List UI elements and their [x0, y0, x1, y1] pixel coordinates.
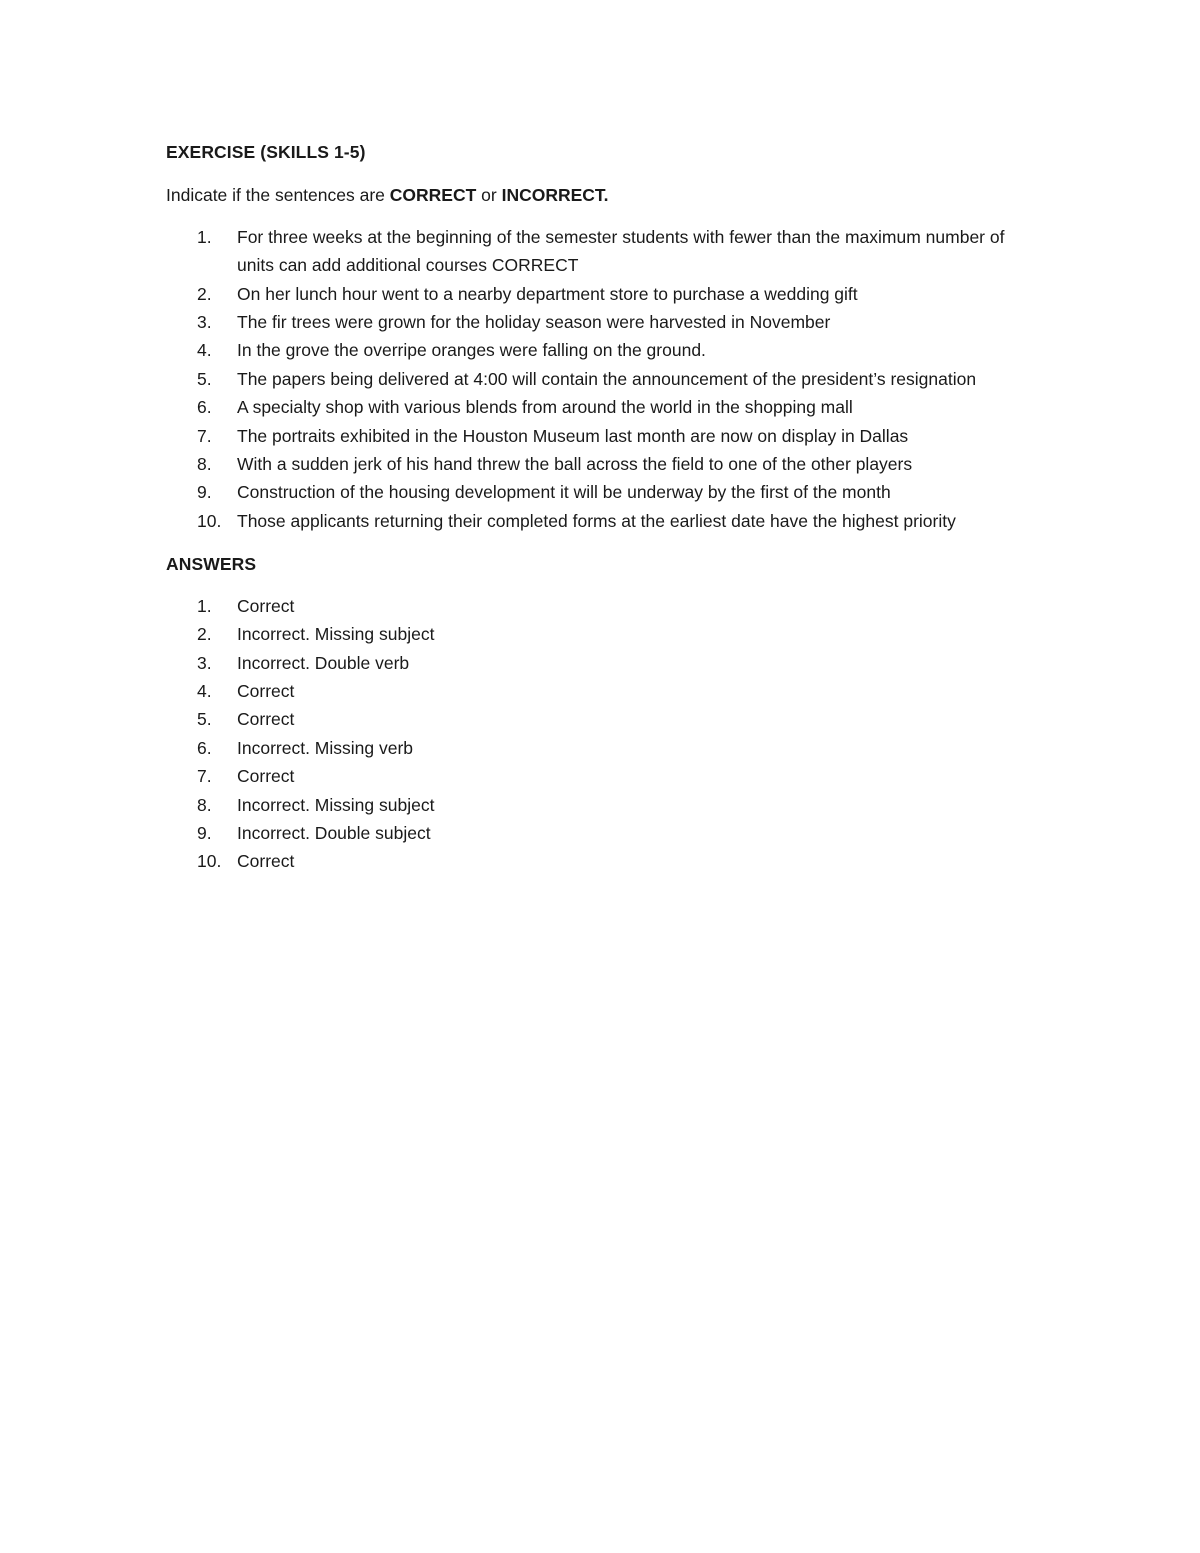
question-text: The papers being delivered at 4:00 will contain the announcement of the president’s resignation — [237, 368, 977, 389]
question-item — [166, 393, 1046, 421]
answer-number: 3. — [197, 652, 212, 673]
answer-number: 1. — [197, 595, 212, 616]
question-text: Those applicants returning their completed forms at the earliest date have the highest priority — [237, 510, 956, 531]
exercise-title: EXERCISE (SKILLS 1-5) — [166, 142, 366, 162]
answer-text: Incorrect. Double verb — [237, 652, 410, 673]
question-number: 9. — [197, 482, 212, 503]
question-number: 3. — [197, 312, 212, 333]
question-text: On her lunch hour went to a nearby department store to purchase a wedding gift — [237, 283, 858, 304]
question-number: 8. — [197, 454, 212, 475]
answer-text: Correct — [237, 709, 295, 730]
answer-item — [166, 791, 1046, 819]
answer-number: 8. — [197, 794, 212, 815]
answer-text: Incorrect. Missing verb — [237, 737, 414, 758]
question-text: The portraits exhibited in the Houston Museum last month are now on display in Dallas — [237, 425, 909, 446]
answer-item — [166, 620, 1046, 648]
answer-item — [166, 649, 1046, 677]
answer-number: 2. — [197, 624, 212, 645]
answer-text: Correct — [237, 851, 295, 872]
answer-number: 7. — [197, 766, 212, 787]
question-item — [166, 450, 1046, 478]
question-item — [166, 223, 1046, 280]
answer-item — [166, 762, 1046, 790]
question-item — [166, 507, 1046, 535]
answer-text: Incorrect. Missing subject — [237, 624, 435, 645]
question-number: 1. — [197, 226, 212, 247]
answer-text: Correct — [237, 766, 295, 787]
answer-item — [166, 677, 1046, 705]
document-content — [166, 138, 1046, 876]
question-item — [166, 308, 1046, 336]
answers-title: ANSWERS — [166, 554, 257, 575]
instruction-correct-word: CORRECT — [389, 185, 477, 206]
question-text: With a sudden jerk of his hand threw the ball across the field to one of the other players — [237, 454, 913, 475]
answer-text: Incorrect. Missing subject — [237, 794, 435, 815]
question-number: 6. — [197, 397, 212, 418]
answer-text: Correct — [237, 680, 295, 701]
answer-item — [166, 847, 1046, 875]
question-text: In the grove the overripe oranges were falling on the ground. — [237, 340, 706, 361]
question-number: 2. — [197, 283, 212, 304]
question-text: A specialty shop with various blends from around the world in the shopping mall — [237, 397, 853, 418]
answer-text: Incorrect. Double subject — [237, 822, 431, 843]
answer-text: Correct — [237, 595, 295, 616]
answer-number: 4. — [197, 680, 212, 701]
answer-item — [166, 819, 1046, 847]
question-item — [166, 336, 1046, 364]
instruction-text — [166, 181, 1046, 209]
question-item — [166, 365, 1046, 393]
answer-list — [166, 592, 1046, 876]
question-item — [166, 478, 1046, 506]
question-text: Construction of the housing development it will be underway by the first of the month — [237, 482, 891, 503]
question-item — [166, 280, 1046, 308]
answer-number: 5. — [197, 709, 212, 730]
answer-item — [166, 705, 1046, 733]
question-item — [166, 422, 1046, 450]
question-text: For three weeks at the beginning of the semester students with fewer than the maximum number of units can add additional courses CORRECT — [237, 226, 1005, 276]
answer-number: 6. — [197, 737, 212, 758]
answer-number: 10. — [197, 851, 222, 872]
instruction-prefix: Indicate if the sentences are — [166, 185, 390, 206]
question-number: 4. — [197, 340, 212, 361]
answer-item — [166, 734, 1046, 762]
answer-number: 9. — [197, 822, 212, 843]
question-number: 7. — [197, 425, 212, 446]
answer-item — [166, 592, 1046, 620]
instruction-incorrect-word: INCORRECT. — [501, 185, 609, 206]
question-number: 5. — [197, 368, 212, 389]
question-number: 10. — [197, 510, 222, 531]
instruction-middle: or — [476, 185, 502, 206]
question-text: The fir trees were grown for the holiday season were harvested in November — [237, 312, 831, 333]
question-list — [166, 223, 1046, 535]
